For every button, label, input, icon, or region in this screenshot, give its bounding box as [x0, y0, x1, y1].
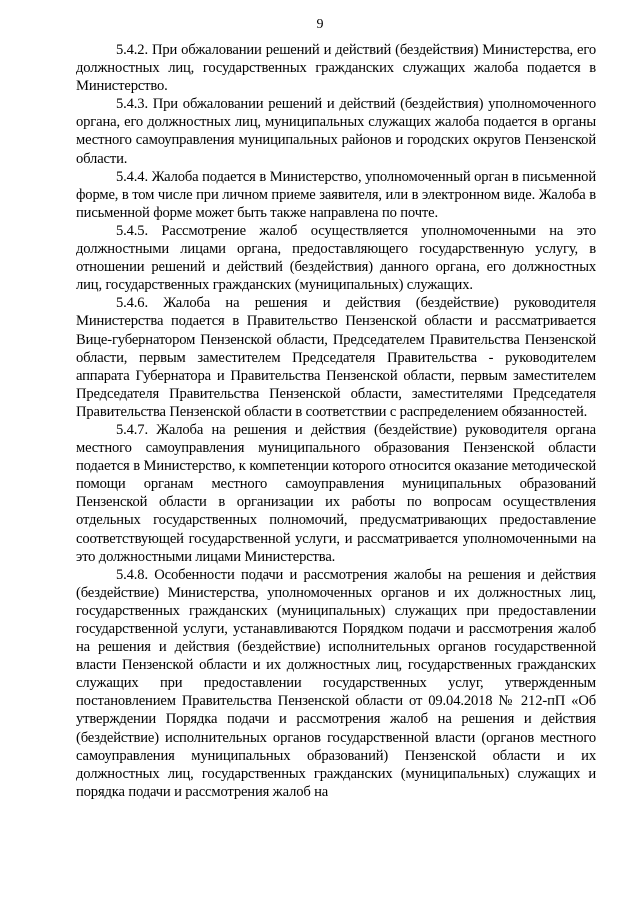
page-number: 9	[316, 17, 324, 32]
paragraph-5-4-8: 5.4.8. Особенности подачи и рассмотрения жалобы на решения и действия (бездействие) Министерства, уполномоченных органов и их должностных лиц, государственных гражданских (муниципальных) служащих при предоставлении государственной услуги, устанавливаются Порядком подачи и рассмотрения жалоб на решения и действия (бездействие) исполнительных органов государственной власти Пензенской области и их должностных лиц, государственных гражданских служащих при предоставлении государственных услуг, утвержденным постановлением Правительства Пензенской области от 09.04.2018 № 212-пП «Об утверждении Порядка подачи и рассмотрения жалоб на решения и действия (бездействие) исполнительных органов государственной власти (органов местного самоуправления муниципальных образований) Пензенской области и их должностных лиц, государственных гражданских (муниципальных) служащих и порядка подачи и рассмотрения жалоб на	[76, 566, 596, 800]
paragraph-5-4-5: 5.4.5. Рассмотрение жалоб осуществляется уполномоченными на это должностными лицами органа, предоставляющего государственную услугу, в отношении решений и действий (бездействия) данного органа, его должностных лиц, государственных гражданских (муниципальных) служащих.	[76, 222, 596, 294]
paragraph-5-4-3: 5.4.3. При обжаловании решений и действий (бездействия) уполномоченного органа, его должностных лиц, муниципальных служащих жалоба подается в органы местного самоуправления муниципальных районов и городских округов Пензенской области.	[76, 96, 596, 167]
paragraph-5-4-2: 5.4.2. При обжаловании решений и действий (бездействия) Министерства, его должностных лиц, государственных гражданских служащих жалоба подается в Министерство.	[76, 42, 596, 95]
paragraph-5-4-7: 5.4.7. Жалоба на решения и действия (бездействие) руководителя органа местного самоуправления муниципального образования Пензенской области подается в Министерство, к компетенции которого относится оказание методической помощи органам местного самоуправления муниципальных образований Пензенской области в организации их работы по вопросам осуществления отдельных государственных полномочий, предусматривающих предоставление соответствующей государственной услуги, и рассматривается уполномоченными на это должностными лицами Министерства.	[76, 421, 596, 565]
paragraph-5-4-6: 5.4.6. Жалоба на решения и действия (бездействие) руководителя Министерства подается в Правительство Пензенской области и рассматривается Вице-губернатором Пензенской области, Председателем Правительства Пензенской области, первым заместителем Председателя Правительства - руководителем аппарата Губернатора и Правительства Пензенской области, первым заместителем Председателя Правительства Пензенской области, заместителями Председателя Правительства Пензенской области в соответствии с распределением обязанностей.	[76, 295, 596, 420]
document-body	[76, 41, 596, 801]
paragraph-5-4-4: 5.4.4. Жалоба подается в Министерство, уполномоченный орган в письменной форме, в том числе при личном приеме заявителя, или в электронном виде. Жалоба в письменной форме может быть также направлена по почте.	[76, 168, 596, 221]
